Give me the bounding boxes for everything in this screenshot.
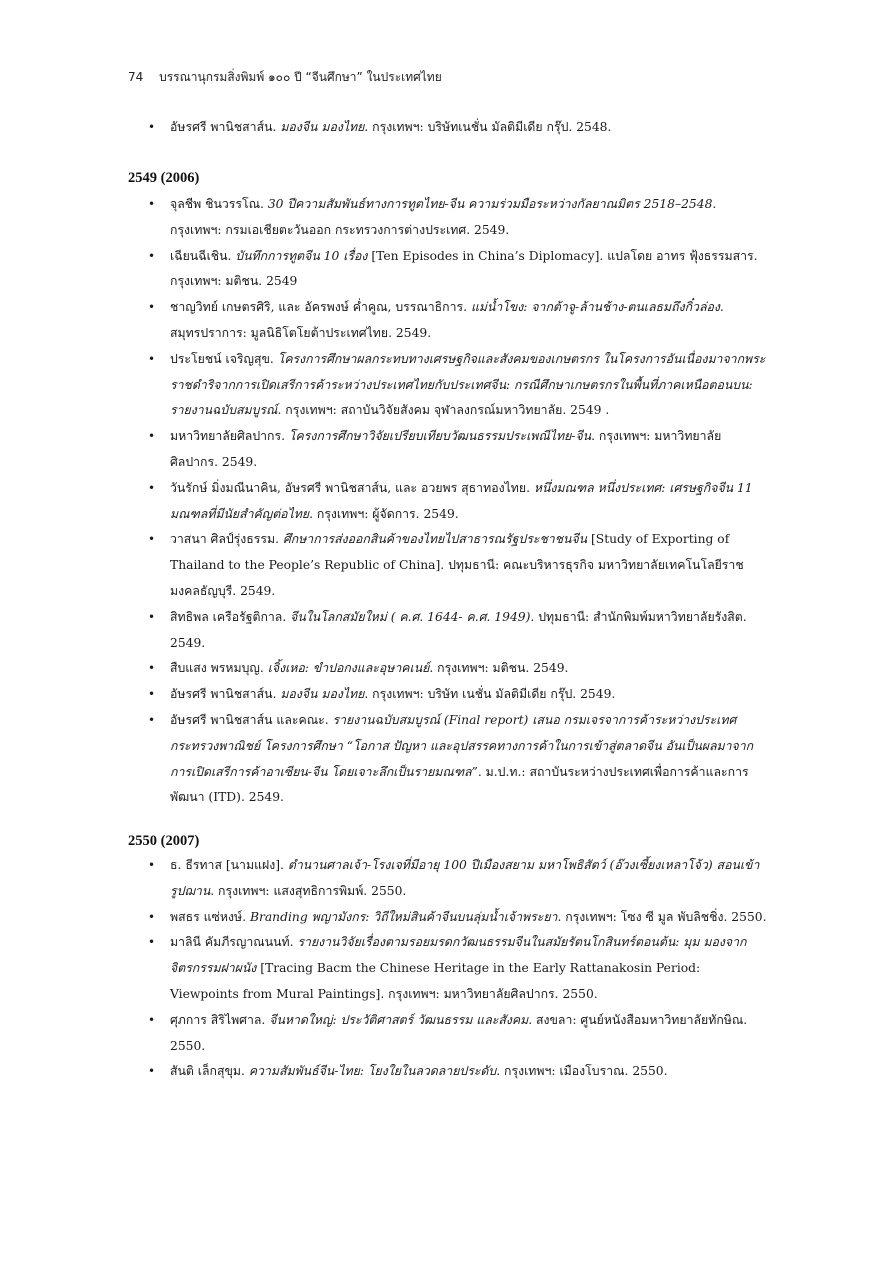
list-item: • ประโยชน์ เจริญสุข. โครงการศึกษาผลกระทบทางเศรษฐกิจและสังคมของเกษตรกร ในโครงการอันเนื่องมาจากพระราชดำริจากการเปิดเสรีการค้าระหว่างประเทศไทยกับประเทศจีน: กรณีศึกษาเกษตรกรในพื้นที่ภาคเหนือตอนบน: รายงานฉบับสมบูรณ์. กรุงเทพฯ: สถาบันวิจัยสังคม จุฬาลงกรณ์มหาวิทยาลัย. 2549 . <box>148 351 766 418</box>
page-number: 74 <box>128 70 144 84</box>
carryover-list <box>128 115 768 141</box>
list-item: • มาลินี คัมภีรญาณนนท์. รายงานวิจัยเรื่องตามรอยมรดกวัฒนธรรมจีนในสมัยรัตนโกสินทร์ตอนต้น: มุม มองจากจิตรกรรมฝาผนัง [Tracing Bacm the Chinese Heritage in the Early Rattanakosin Period: Viewpoints from Mural Paintings]. กรุงเทพฯ: มหาวิทยาลัยศิลปากร. 2550. <box>148 935 747 1001</box>
list-item: • วันรักษ์ มิ่งมณีนาคิน, อัษรศรี พานิชสาส์น, และ อวยพร สุธาทองไทย. หนึ่งมณฑล หนึ่งประเทศ: เศรษฐกิจจีน 11 มณฑลที่มีนัยสำคัญต่อไทย. กรุงเทพฯ: ผู้จัดการ. 2549. <box>148 480 753 521</box>
list-item: • เฉียนฉีเชิน. บันทึกการทูตจีน 10 เรื่อง [Ten Episodes in China’s Diplomacy]. แปลโดย อาทร ฟุ้งธรรมสาร. กรุงเทพฯ: มติชน. 2549 <box>148 248 758 289</box>
list-item: • อัษรศรี พานิชสาส์น และคณะ. รายงานฉบับสมบูรณ์ (Final report) เสนอ กรมเจรจาการค้าระหว่างประเทศ กระทรวงพาณิชย์ โครงการศึกษา “โอกาส ปัญหา และอุปสรรคทางการค้าในการเข้าสู่ตลาดจีน อันเป็นผลมาจากการเปิดเสรีการค้าอาเซียน-จีน โดยเจาะลึกเป็นรายมณฑล”. ม.ป.ท.: สถาบันระหว่างประเทศเพื่อการค้าและการพัฒนา (ITD). 2549. <box>148 712 754 805</box>
entries-2550 <box>128 853 768 1085</box>
list-item: • สิทธิพล เครือรัฐติกาล. จีนในโลกสมัยใหม่ ( ค.ศ. 1644- ค.ศ. 1949). ปทุมธานี: สำนักพิมพ์มหาวิทยาลัยรังสิต. 2549. <box>148 609 747 650</box>
bullet: • <box>148 120 156 134</box>
list-item: • พสธร แซ่หงษ์. Branding พญามังกร: วิถีใหม่สินค้าจีนบนลุ่มน้ำเจ้าพระยา. กรุงเทพฯ: โซง ซี มูล พับลิชชิ่ง. 2550. <box>148 909 767 924</box>
list-item: • ศุภการ สิริไพศาล. จีนหาดใหญ่: ประวัติศาสตร์ วัฒนธรรม และสังคม. สงขลา: ศูนย์หนังสือมหาวิทยาลัยทักษิณ. 2550. <box>148 1012 748 1053</box>
book-title: บรรณานุกรมสิ่งพิมพ์ ๑๐๐ ปี “จีนศึกษา” ในประเทศไทย <box>159 70 442 84</box>
list-item: • วาสนา ศิลป์รุ่งธรรม. ศึกษาการส่งออกสินค้าของไทยไปสาธารณรัฐประชาชนจีน [Study of Exporting of Thailand to the People’s Republic of China]. ปทุมธานี: คณะบริหารธุรกิจ มหาวิทยาลัยเทคโนโลยีราชมงคลธัญบุรี. 2549. <box>148 532 744 598</box>
list-item: • มหาวิทยาลัยศิลปากร. โครงการศึกษาวิจัยเปรียบเทียบวัฒนธรรมประเพณีไทย-จีน. กรุงเทพฯ: มหาวิทยาลัยศิลปากร. 2549. <box>148 429 722 469</box>
list-item: • จุลชีพ ชินวรรโณ. 30 ปีความสัมพันธ์ทางการทูตไทย-จีน ความร่วมมือระหว่างกัลยาณมิตร 2518–2548. กรุงเทพฯ: กรมเอเชียตะวันออก กระทรวงการต่างประเทศ. 2549. <box>148 197 717 237</box>
year-heading-2549: 2549 (2006) <box>128 170 200 186</box>
list-item: • สืบแสง พรหมบุญ. เจิ้งเหอ: ขำปอกงและอุษาคเนย์. กรุงเทพฯ: มติชน. 2549. <box>148 661 569 676</box>
entries-2549 <box>128 192 768 811</box>
list-item: • สันติ เล็กสุขุม. ความสัมพันธ์จีน-ไทย: โยงใยในลวดลายประดับ. กรุงเทพฯ: เมืองโบราณ. 2550. <box>148 1064 668 1079</box>
list-item: • อัษรศรี พานิชสาส์น. มองจีน มองไทย. กรุงเทพฯ: บริษัท เนชั่น มัลติมีเดีย กรุ๊ป. 2549. <box>148 687 616 702</box>
list-item: • ชาญวิทย์ เกษตรศิริ, และ อัครพงษ์ ค่ำคูณ, บรรณาธิการ. แม่น้ำโขง: จากต้าจู-ล้านช้าง-ตนเลธมถึงกิ๋วล่อง. สมุทรปราการ: มูลนิธิโตโยต้าประเทศไทย. 2549. <box>148 300 724 340</box>
list-item: • อัษรศรี พานิชสาส์น. มองจีน มองไทย. กรุงเทพฯ: บริษัทเนชั่น มัลติมีเดีย กรุ๊ป. 2548. <box>128 115 768 141</box>
year-heading-2550: 2550 (2007) <box>128 833 200 849</box>
list-item: • ธ. ธีรทาส [นามแฝง]. ตำนานศาลเจ้า-โรงเจที่มีอายุ 100 ปีเมืองสยาม มหาโพธิสัตว์ (อ๊วงเซี้ยงเหลาโจ้ว) สอนเข้ารูปฌาน. กรุงเทพฯ: แสงสุทธิการพิมพ์. 2550. <box>148 858 760 898</box>
running-header <box>128 68 442 87</box>
